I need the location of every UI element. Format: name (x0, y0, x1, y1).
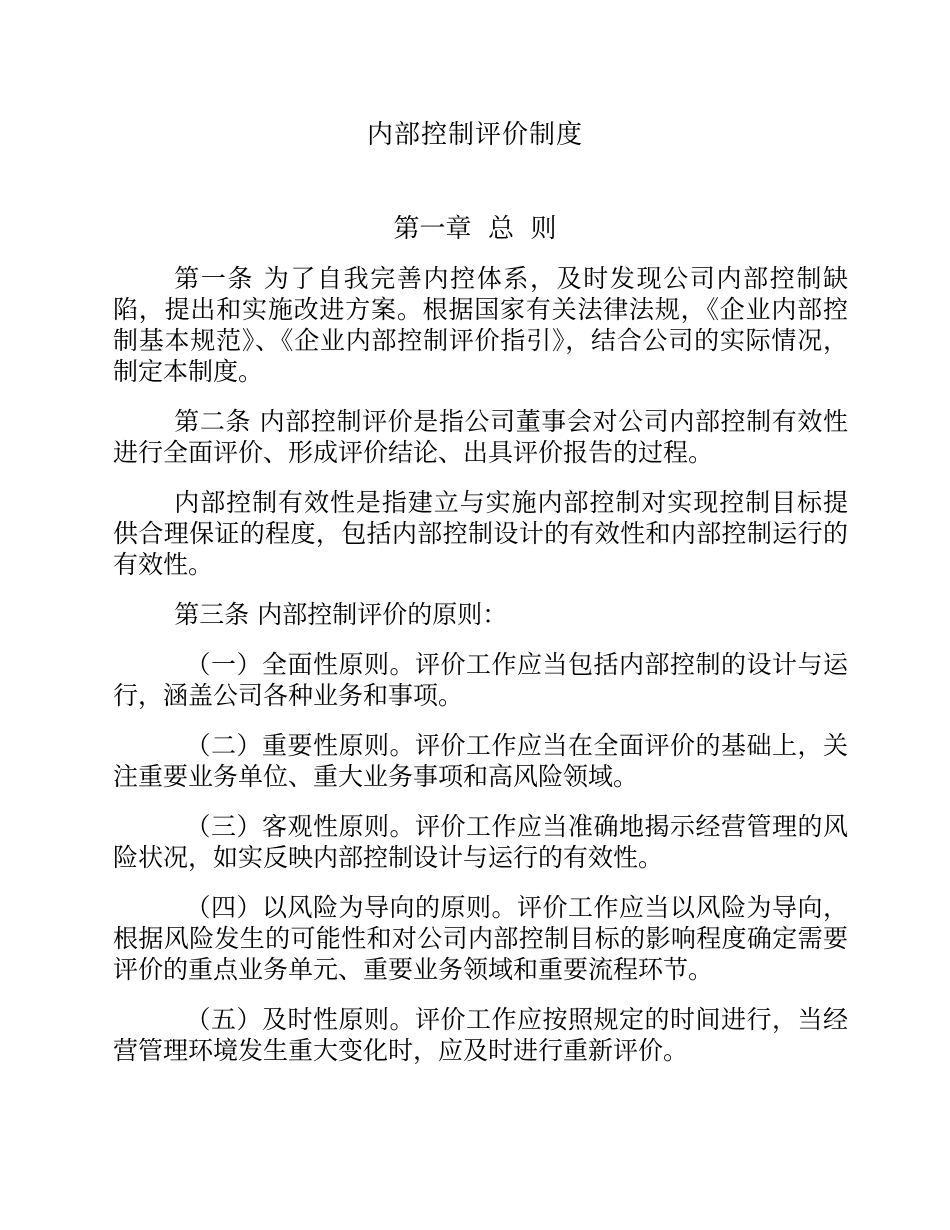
principle-item (113, 1004, 848, 1066)
principle-text: （一）全面性原则。评价工作应当包括内部控制的设计与运行，涵盖公司各种业务和事项。 (113, 650, 848, 710)
principle-text: （三）客观性原则。评价工作应当准确地揭示经营管理的风险状况，如实反映内部控制设计与运行的有效性。 (113, 812, 848, 872)
article-label: 第一条 (174, 264, 255, 293)
article-text: 内部控制评价是指公司董事会对公司内部控制有效性进行全面评价、形成评价结论、出具评价报告的过程。 (113, 407, 848, 467)
principle-text: （四）以风险为导向的原则。评价工作应当以风险为导向，根据风险发生的可能性和对公司内部控制目标的影响程度确定需要评价的重点业务单元、重要业务领域和重要流程环节。 (113, 893, 848, 984)
principle-item (113, 892, 848, 985)
article-label: 第二条 (174, 407, 252, 436)
article-1-paragraph (113, 263, 848, 387)
paragraph-text: 内部控制有效性是指建立与实施内部控制对实现控制目标提供合理保证的程度，包括内部控制设计的有效性和内部控制运行的有效性。 (113, 488, 848, 579)
chapter-heading: 第一章 总 则 (393, 214, 557, 244)
effectiveness-paragraph (113, 487, 848, 580)
article-3-paragraph (113, 599, 848, 630)
article-text: 内部控制评价的原则： (257, 600, 508, 629)
document-title: 内部控制评价制度 (366, 120, 583, 150)
principle-text: （二）重要性原则。评价工作应当在全面评价的基础上，关注重要业务单位、重大业务事项和高风险领域。 (113, 731, 848, 791)
article-label: 第三条 (174, 600, 250, 629)
principle-item (113, 811, 848, 873)
article-2-paragraph (113, 406, 848, 468)
document-body (113, 263, 848, 1085)
principle-item (113, 730, 848, 792)
principle-text: （五）及时性原则。评价工作应按照规定的时间进行，当经营管理环境发生重大变化时，应及时进行重新评价。 (113, 1005, 848, 1065)
principle-item (113, 649, 848, 711)
article-text: 为了自我完善内控体系，及时发现公司内部控制缺陷，提出和实施改进方案。根据国家有关法律法规，《企业内部控制基本规范》、《企业内部控制评价指引》，结合公司的实际情况，制定本制度。 (113, 264, 848, 386)
